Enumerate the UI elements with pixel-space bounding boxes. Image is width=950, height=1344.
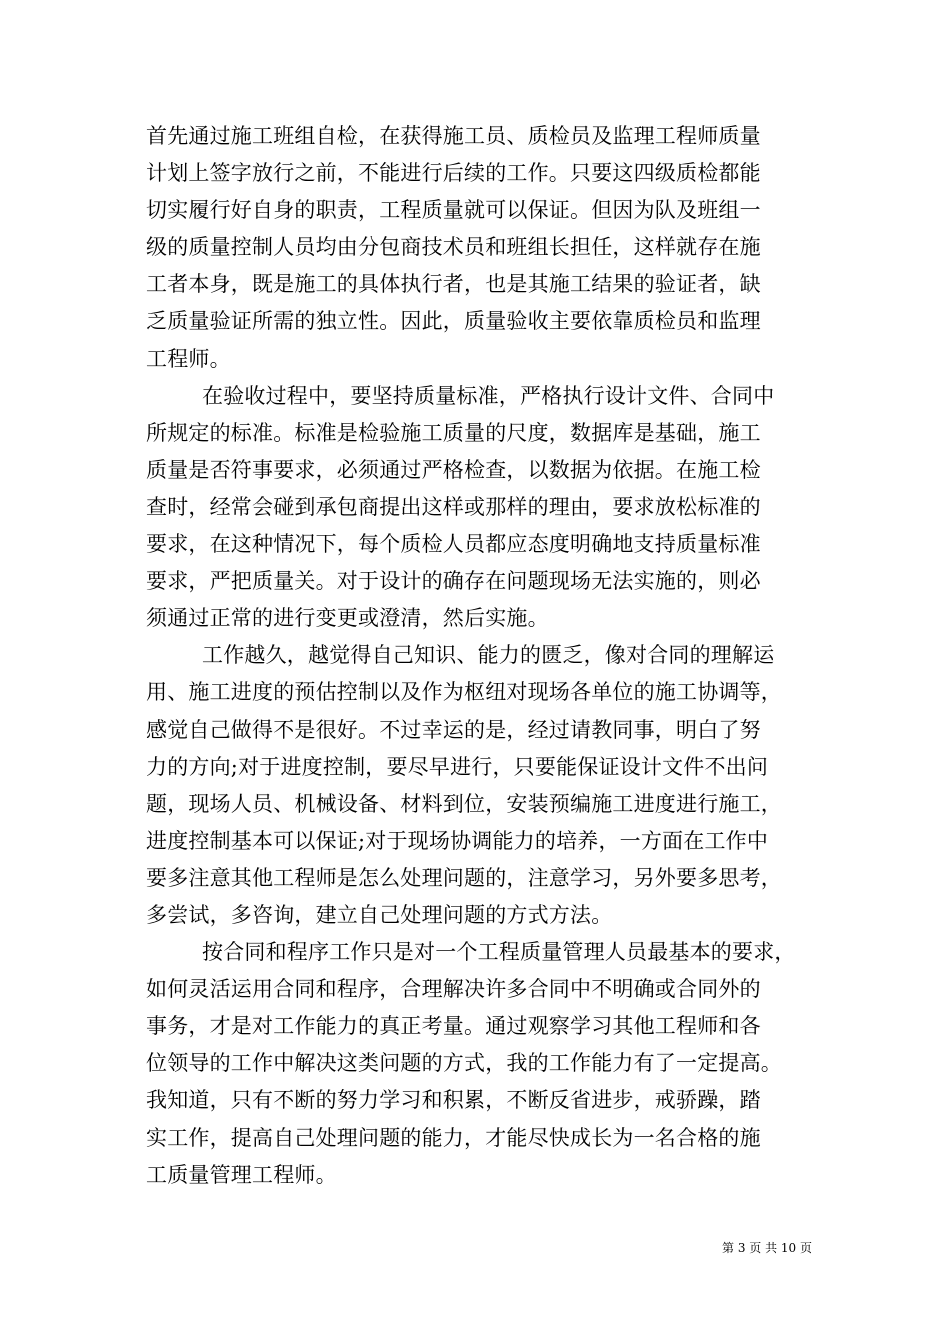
text-line: 多尝试，多咨询，建立自己处理问题的方式方法。	[146, 902, 613, 927]
text-line: 要求，严把质量关。对于设计的确存在问题现场无法实施的，则必	[146, 569, 761, 594]
text-line: 我知道，只有不断的努力学习和积累，不断反省进步，戒骄躁，踏	[146, 1088, 761, 1113]
text-line: 要求，在这种情况下，每个质检人员都应态度明确地支持质量标准	[146, 532, 761, 557]
text-line: 实工作，提高自己处理问题的能力，才能尽快成长为一名合格的施	[146, 1125, 761, 1150]
text-line: 切实履行好自身的职责，工程质量就可以保证。但因为队及班组一	[146, 198, 761, 223]
paragraph-2	[146, 378, 812, 638]
text-line: 如何灵活运用合同和程序，合理解决许多合同中不明确或合同外的	[146, 977, 761, 1002]
page-number: 第 3 页 共 10 页	[722, 1241, 812, 1255]
text-line: 力的方向;对于进度控制，要尽早进行，只要能保证设计文件不出问	[146, 754, 769, 779]
text-line: 工者本身，既是施工的具体执行者，也是其施工结果的验证者，缺	[146, 272, 761, 297]
text-line: 进度控制基本可以保证;对于现场协调能力的培养，一方面在工作中	[146, 828, 769, 853]
text-line: 要多注意其他工程师是怎么处理问题的，注意学习，另外要多思考，	[146, 865, 782, 890]
text-line: 位领导的工作中解决这类问题的方式，我的工作能力有了一定提高。	[146, 1051, 782, 1076]
text-line: 须通过正常的进行变更或澄清，然后实施。	[146, 606, 549, 631]
text-line: 所规定的标准。标准是检验施工质量的尺度，数据库是基础，施工	[146, 420, 761, 445]
text-line: 工程师。	[146, 346, 231, 371]
text-line: 工质量管理工程师。	[146, 1162, 337, 1187]
text-line: 级的质量控制人员均由分包商技术员和班组长担任，这样就存在施	[146, 235, 761, 260]
text-line: 用、施工进度的预估控制以及作为枢纽对现场各单位的施工协调等，	[146, 680, 782, 705]
text-line: 乏质量验证所需的独立性。因此，质量验收主要依靠质检员和监理	[146, 309, 761, 334]
text-line: 计划上签字放行之前，不能进行后续的工作。只要这四级质检都能	[146, 161, 761, 186]
text-line: 在验收过程中，要坚持质量标准，严格执行设计文件、合同中	[202, 383, 775, 408]
text-line: 首先通过施工班组自检，在获得施工员、质检员及监理工程师质量	[146, 124, 761, 148]
text-line: 事务，才是对工作能力的真正考量。通过观察学习其他工程师和各	[146, 1014, 761, 1039]
text-line: 感觉自己做得不是很好。不过幸运的是，经过请教同事，明白了努	[146, 717, 761, 742]
paragraph-4	[146, 934, 812, 1194]
text-line: 工作越久，越觉得自己知识、能力的匮乏，像对合同的理解运	[202, 643, 775, 668]
paragraph-3	[146, 637, 812, 934]
paragraph-1	[146, 118, 812, 378]
text-line: 按合同和程序工作只是对一个工程质量管理人员最基本的要求，	[202, 940, 796, 965]
text-line: 质量是否符事要求，必须通过严格检查，以数据为依据。在施工检	[146, 457, 761, 482]
document-body	[146, 118, 812, 1194]
text-line: 查时，经常会碰到承包商提出这样或那样的理由，要求放松标准的	[146, 494, 761, 519]
text-line: 题，现场人员、机械设备、材料到位，安装预编施工进度进行施工，	[146, 791, 782, 816]
